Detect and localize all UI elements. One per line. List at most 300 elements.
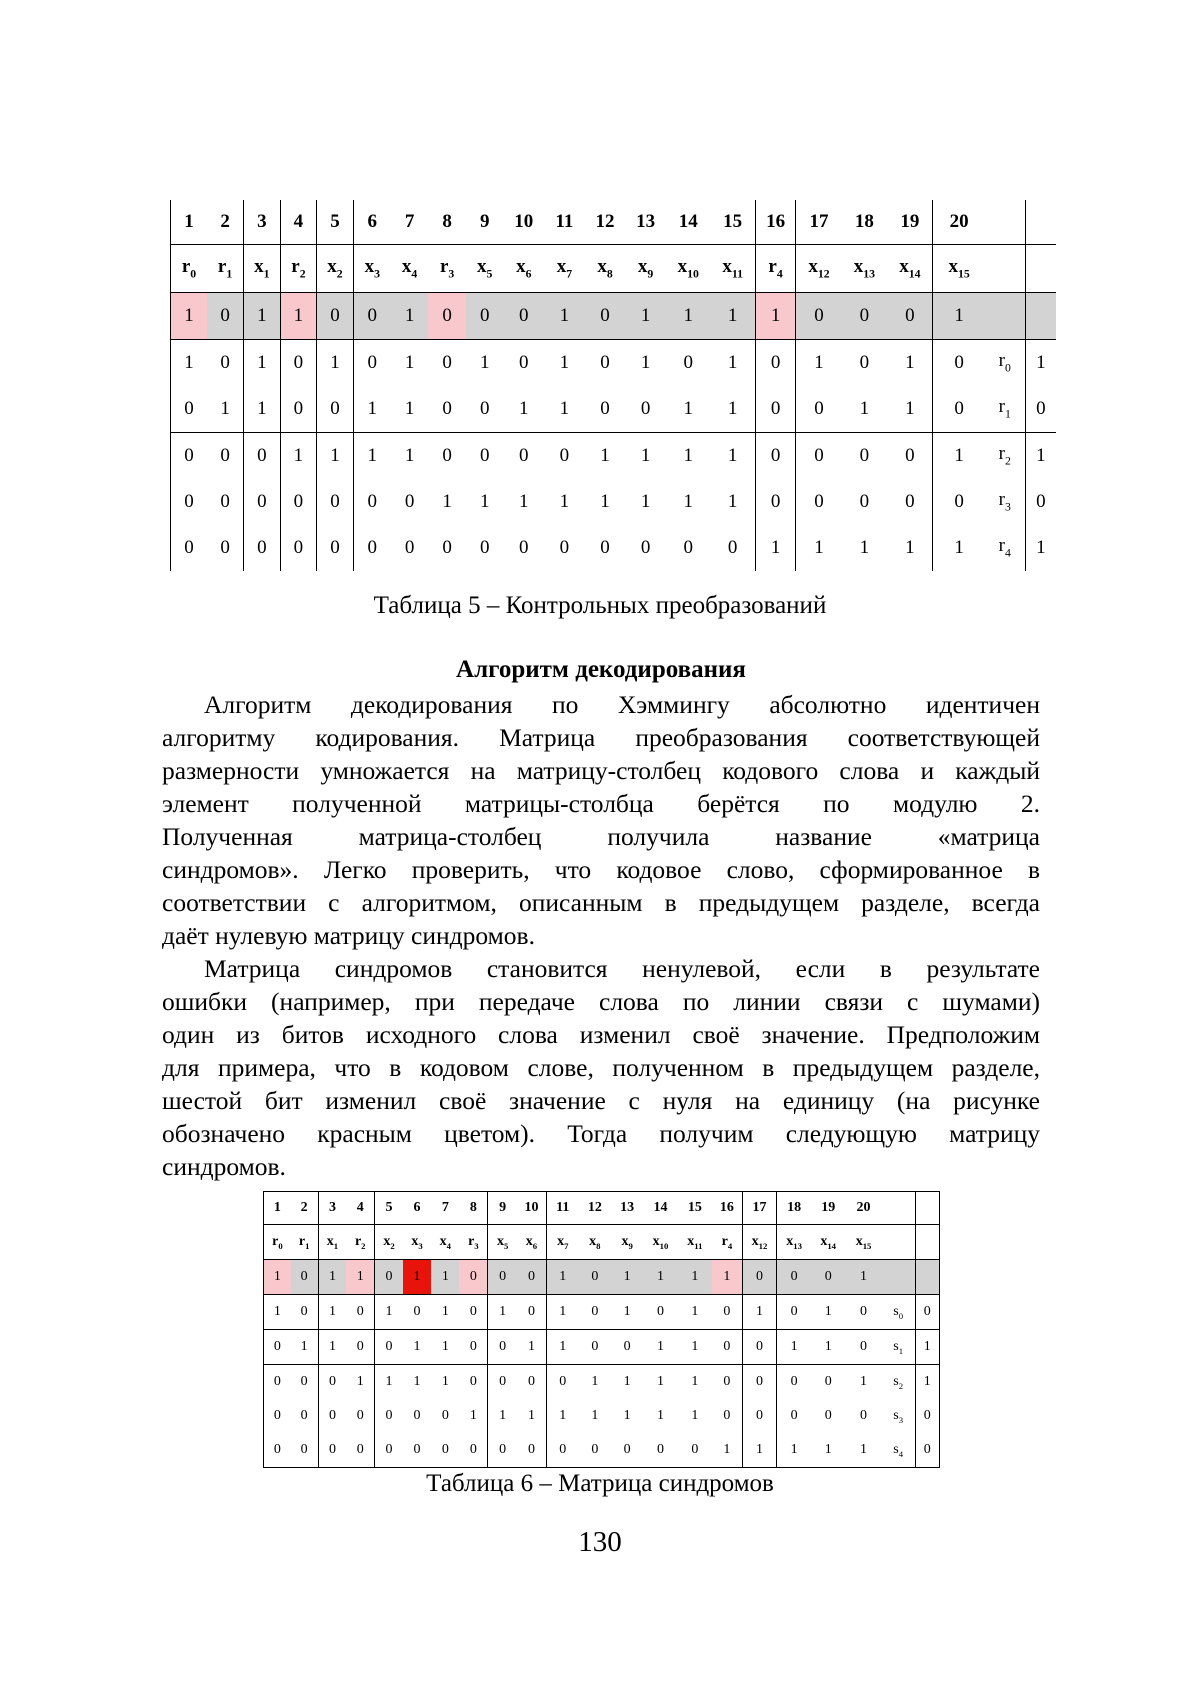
matrix-bit: 0 bbox=[546, 1433, 578, 1468]
matrix-bit: 1 bbox=[796, 340, 842, 387]
matrix-bit: 0 bbox=[640, 398, 651, 419]
code-bit: 1 bbox=[544, 293, 585, 340]
matrix-bit: 0 bbox=[220, 537, 230, 558]
matrix-bit: 0 bbox=[755, 433, 796, 480]
column-number: 11 bbox=[546, 1192, 578, 1225]
variable-label: $x_{12}$ bbox=[796, 245, 842, 293]
empty-cell bbox=[882, 1260, 915, 1295]
matrix-bit: 0 bbox=[207, 433, 244, 480]
matrix-bit: 0 bbox=[933, 386, 985, 433]
matrix-bit: 0 bbox=[666, 340, 711, 387]
matrix-bit: 0 bbox=[727, 537, 738, 558]
matrix-bit: 1 bbox=[666, 433, 711, 480]
row-value: 1 bbox=[915, 1365, 939, 1400]
row-label: $r_2$ bbox=[985, 433, 1026, 480]
column-number bbox=[985, 200, 1026, 245]
variable-label: $x_{14}$ bbox=[811, 1225, 845, 1260]
matrix-bit: 0 bbox=[712, 1295, 742, 1330]
matrix-bit: 1 bbox=[683, 398, 693, 419]
column-number: 20 bbox=[856, 1200, 871, 1215]
code-bit: 0 bbox=[517, 1260, 546, 1295]
variable-label: $x_5$ bbox=[466, 245, 504, 293]
matrix-bit: 0 bbox=[887, 433, 933, 480]
variable-label: $x_{11}$ bbox=[711, 245, 756, 293]
matrix-bit: 0 bbox=[796, 386, 842, 433]
code-bit: 0 bbox=[796, 293, 842, 340]
row-value: 0 bbox=[1025, 479, 1056, 525]
paragraph-line: для примера, что в кодовом слове, полученном в предыдущем разделе, bbox=[162, 1053, 1040, 1082]
matrix-bit: 1 bbox=[643, 1365, 677, 1400]
matrix-bit: 0 bbox=[611, 1330, 643, 1365]
column-number: 6 bbox=[413, 1200, 421, 1215]
matrix-bit: 0 bbox=[796, 433, 842, 480]
column-number: 9 bbox=[479, 211, 490, 232]
matrix-bit: 0 bbox=[459, 1330, 487, 1365]
column-number: 3 bbox=[318, 1192, 346, 1225]
matrix-bit: 1 bbox=[546, 1399, 578, 1433]
matrix-bit: 0 bbox=[264, 1365, 291, 1400]
empty-cell bbox=[915, 1225, 939, 1260]
variable-label: $r_3$ bbox=[459, 1225, 487, 1260]
matrix-bit: 0 bbox=[375, 1330, 403, 1365]
code-bit: 1 bbox=[678, 1260, 712, 1295]
matrix-bit: 0 bbox=[933, 340, 985, 387]
matrix-bit: 0 bbox=[317, 386, 354, 433]
column-number: 15 bbox=[723, 211, 743, 232]
matrix-bit: 1 bbox=[678, 1330, 712, 1365]
matrix-bit: 0 bbox=[244, 525, 281, 571]
matrix-bit: 0 bbox=[280, 340, 317, 387]
code-bit: 0 bbox=[742, 1260, 776, 1295]
matrix-bit: 0 bbox=[559, 537, 570, 558]
code-bit: 1 bbox=[171, 293, 208, 340]
code-bit: 1 bbox=[264, 1260, 291, 1295]
code-bit: 0 bbox=[428, 293, 466, 340]
matrix-bit: 0 bbox=[905, 491, 915, 512]
column-number: 12 bbox=[595, 211, 615, 232]
matrix-bit: 1 bbox=[691, 1408, 699, 1423]
matrix-bit: 0 bbox=[264, 1399, 291, 1433]
code-bit: 1 bbox=[546, 1260, 578, 1295]
matrix-bit: 0 bbox=[346, 1295, 374, 1330]
code-bit: 0 bbox=[466, 293, 504, 340]
matrix-bit: 0 bbox=[413, 1442, 421, 1457]
variable-label: $x_6$ bbox=[503, 245, 544, 293]
variable-label: $x_1$ bbox=[318, 1225, 346, 1260]
empty-cell bbox=[985, 245, 1026, 293]
paragraph-line: Полученная матрица-столбец получила название «матрица bbox=[162, 822, 1040, 851]
code-bit: 1 bbox=[403, 1260, 431, 1295]
matrix-bit: 1 bbox=[391, 340, 429, 387]
table-caption: Таблица 6 – Матрица синдромов bbox=[426, 1470, 774, 1497]
variable-label: $r_4$ bbox=[712, 1225, 742, 1260]
matrix-bit: 0 bbox=[264, 1433, 291, 1468]
matrix-row bbox=[264, 1399, 940, 1433]
matrix-bit: 0 bbox=[488, 1365, 517, 1400]
matrix-row bbox=[264, 1365, 940, 1400]
variable-label: $x_7$ bbox=[544, 245, 585, 293]
matrix-bit: 1 bbox=[742, 1433, 776, 1468]
matrix-bit: 0 bbox=[777, 1295, 811, 1330]
column-number: 18 bbox=[854, 211, 874, 232]
empty-cell bbox=[1025, 200, 1056, 245]
code-bit: 1 bbox=[845, 1260, 881, 1295]
matrix-bit: 1 bbox=[711, 340, 756, 387]
matrix-bit: 1 bbox=[431, 1330, 459, 1365]
row-label: $r_4$ bbox=[998, 535, 1011, 560]
column-number: 13 bbox=[620, 1200, 635, 1215]
matrix-bit: 0 bbox=[404, 491, 415, 512]
matrix-bit: 1 bbox=[777, 1433, 811, 1468]
matrix-bit: 0 bbox=[469, 1442, 477, 1457]
matrix-bit: 1 bbox=[291, 1330, 318, 1365]
code-bit: 0 bbox=[375, 1260, 403, 1295]
matrix-bit: 0 bbox=[585, 340, 626, 387]
matrix-bit: 0 bbox=[527, 1442, 535, 1457]
matrix-bit: 1 bbox=[905, 537, 915, 558]
empty-cell bbox=[1025, 245, 1056, 293]
variable-label: $x_{12}$ bbox=[742, 1225, 776, 1260]
variable-label: $x_4$ bbox=[431, 1225, 459, 1260]
header-row bbox=[171, 200, 1057, 245]
column-number: 12 bbox=[587, 1200, 602, 1215]
row-value: 0 bbox=[1025, 386, 1056, 433]
matrix-bit: 0 bbox=[742, 1330, 776, 1365]
matrix-bit: 1 bbox=[559, 398, 570, 419]
variable-label: $x_7$ bbox=[546, 1225, 578, 1260]
matrix-bit: 1 bbox=[859, 537, 870, 558]
matrix-bit: 0 bbox=[845, 1330, 881, 1365]
paragraph bbox=[162, 688, 1040, 952]
column-number: 5 bbox=[375, 1192, 403, 1225]
matrix-bit: 1 bbox=[711, 433, 756, 480]
code-bit: 0 bbox=[503, 293, 544, 340]
matrix-bit: 1 bbox=[469, 1408, 477, 1423]
row-label: $r_3$ bbox=[998, 489, 1011, 514]
matrix-bit: 0 bbox=[413, 1408, 421, 1423]
matrix-bit: 1 bbox=[442, 491, 452, 512]
matrix-bit: 0 bbox=[428, 433, 466, 480]
matrix-bit: 1 bbox=[611, 1295, 643, 1330]
matrix-bit: 1 bbox=[905, 398, 915, 419]
code-bit: 0 bbox=[811, 1260, 845, 1295]
matrix-bit: 1 bbox=[640, 491, 651, 512]
matrix-row bbox=[171, 386, 1057, 433]
matrix-bit: 0 bbox=[280, 386, 317, 433]
matrix-row bbox=[171, 525, 1057, 571]
variable-label: $x_8$ bbox=[585, 245, 626, 293]
matrix-bit: 0 bbox=[712, 1330, 742, 1365]
empty-cell bbox=[882, 1225, 915, 1260]
row-label: $s_2$ bbox=[882, 1365, 915, 1400]
matrix-bit: 1 bbox=[546, 1330, 578, 1365]
column-number: 5 bbox=[317, 200, 354, 245]
matrix-bit: 1 bbox=[625, 433, 666, 480]
column-number: 18 bbox=[777, 1192, 811, 1225]
variable-label: $r_1$ bbox=[291, 1225, 318, 1260]
matrix-bit: 0 bbox=[600, 537, 610, 558]
code-bit: 0 bbox=[317, 293, 354, 340]
matrix-bit: 0 bbox=[860, 1408, 868, 1423]
section-heading: Алгоритм декодирования bbox=[456, 656, 746, 683]
column-number: 16 bbox=[719, 1200, 734, 1215]
column-number: 3 bbox=[244, 200, 281, 245]
matrix-bit: 0 bbox=[441, 1408, 449, 1423]
matrix-bit: 1 bbox=[559, 491, 570, 512]
matrix-bit: 1 bbox=[859, 398, 870, 419]
matrix-bit: 1 bbox=[264, 1295, 291, 1330]
variable-label: $x_9$ bbox=[625, 245, 666, 293]
matrix-bit: 1 bbox=[431, 1365, 459, 1400]
control-transform-table bbox=[170, 200, 1056, 571]
matrix-bit: 1 bbox=[933, 433, 985, 480]
matrix-bit: 1 bbox=[317, 433, 354, 480]
matrix-row bbox=[264, 1433, 940, 1468]
matrix-bit: 1 bbox=[346, 1365, 374, 1400]
matrix-bit: 0 bbox=[755, 340, 796, 387]
code-bit: 0 bbox=[585, 293, 626, 340]
matrix-bit: 0 bbox=[488, 1330, 517, 1365]
matrix-bit: 0 bbox=[683, 537, 693, 558]
matrix-bit: 0 bbox=[777, 1365, 811, 1400]
matrix-bit: 1 bbox=[796, 525, 842, 571]
variable-label: $r_4$ bbox=[755, 245, 796, 293]
matrix-bit: 1 bbox=[623, 1408, 631, 1423]
matrix-bit: 0 bbox=[280, 479, 317, 525]
matrix-bit: 0 bbox=[356, 1408, 364, 1423]
column-number: 9 bbox=[488, 1192, 517, 1225]
matrix-bit: 0 bbox=[171, 386, 208, 433]
matrix-bit: 1 bbox=[431, 1295, 459, 1330]
matrix-bit: 0 bbox=[356, 1442, 364, 1457]
matrix-bit: 0 bbox=[755, 479, 796, 525]
variable-label: $x_{13}$ bbox=[777, 1225, 811, 1260]
paragraph-line: Матрица синдромов становится ненулевой, если в результате bbox=[204, 954, 1040, 983]
column-number: 4 bbox=[356, 1200, 364, 1215]
row-label: $s_0$ bbox=[882, 1295, 915, 1330]
variable-label: $x_{13}$ bbox=[842, 245, 888, 293]
matrix-bit: 1 bbox=[527, 1408, 535, 1423]
row-label: $r_0$ bbox=[985, 340, 1026, 387]
matrix-bit: 1 bbox=[723, 1442, 731, 1457]
matrix-bit: 0 bbox=[346, 1330, 374, 1365]
matrix-bit: 1 bbox=[488, 1295, 517, 1330]
matrix-bit: 0 bbox=[300, 1408, 308, 1423]
matrix-bit: 1 bbox=[625, 340, 666, 387]
row-value: 0 bbox=[915, 1295, 939, 1330]
matrix-bit: 1 bbox=[678, 1295, 712, 1330]
matrix-bit: 1 bbox=[466, 340, 504, 387]
matrix-bit: 0 bbox=[657, 1442, 664, 1457]
variable-label: $r_2$ bbox=[346, 1225, 374, 1260]
matrix-row bbox=[264, 1330, 940, 1365]
column-number: 11 bbox=[555, 211, 574, 232]
column-number: 16 bbox=[755, 200, 796, 245]
matrix-bit: 0 bbox=[824, 1408, 832, 1423]
matrix-bit: 0 bbox=[742, 1399, 776, 1433]
matrix-bit: 0 bbox=[291, 1365, 318, 1400]
matrix-bit: 0 bbox=[375, 1399, 403, 1433]
code-bit: 0 bbox=[842, 293, 888, 340]
variable-label: $x_3$ bbox=[353, 245, 391, 293]
page-number: 130 bbox=[578, 1526, 622, 1558]
matrix-bit: 0 bbox=[403, 1295, 431, 1330]
matrix-bit: 0 bbox=[207, 340, 244, 387]
code-bit: 1 bbox=[280, 293, 317, 340]
variable-label: $x_{14}$ bbox=[887, 245, 933, 293]
matrix-bit: 0 bbox=[503, 340, 544, 387]
paragraph-line: шестой бит изменил своё значение с нуля на единицу (на рисунке bbox=[162, 1086, 1040, 1115]
code-bit: 1 bbox=[933, 293, 985, 340]
column-number: 14 bbox=[678, 211, 698, 232]
column-number: 1 bbox=[264, 1192, 291, 1225]
variable-label: $x_{10}$ bbox=[666, 245, 711, 293]
matrix-bit: 0 bbox=[442, 398, 452, 419]
matrix-bit: 0 bbox=[171, 525, 208, 571]
matrix-bit: 0 bbox=[503, 433, 544, 480]
empty-cell bbox=[985, 293, 1026, 340]
matrix-row bbox=[171, 340, 1057, 387]
variable-label: $x_{15}$ bbox=[845, 1225, 881, 1260]
matrix-bit: 0 bbox=[353, 525, 391, 571]
matrix-bit: 0 bbox=[811, 1365, 845, 1400]
matrix-bit: 1 bbox=[811, 1295, 845, 1330]
column-number: 4 bbox=[280, 200, 317, 245]
matrix-bit: 1 bbox=[727, 398, 738, 419]
matrix-bit: 0 bbox=[519, 537, 529, 558]
matrix-bit: 0 bbox=[479, 537, 490, 558]
matrix-bit: 0 bbox=[859, 491, 870, 512]
matrix-bit: 1 bbox=[375, 1365, 403, 1400]
row-label: $s_4$ bbox=[893, 1441, 904, 1459]
matrix-bit: 1 bbox=[678, 1365, 712, 1400]
variable-label: $x_9$ bbox=[611, 1225, 643, 1260]
matrix-bit: 1 bbox=[375, 1295, 403, 1330]
matrix-bit: 1 bbox=[317, 340, 354, 387]
row-value: 1 bbox=[1025, 525, 1056, 571]
paragraph-line: обозначено красным цветом). Тогда получим следующую матрицу bbox=[162, 1119, 1040, 1148]
matrix-bit: 1 bbox=[353, 433, 391, 480]
matrix-bit: 1 bbox=[591, 1408, 599, 1423]
code-bit: 1 bbox=[755, 293, 796, 340]
code-word-row bbox=[264, 1260, 940, 1295]
matrix-bit: 0 bbox=[579, 1330, 611, 1365]
matrix-bit: 0 bbox=[777, 1399, 811, 1433]
matrix-bit: 1 bbox=[860, 1442, 868, 1457]
column-number: 15 bbox=[687, 1200, 702, 1215]
column-number: 8 bbox=[469, 1200, 477, 1215]
code-bit: 1 bbox=[625, 293, 666, 340]
matrix-bit: 1 bbox=[546, 1295, 578, 1330]
matrix-bit: 0 bbox=[317, 479, 354, 525]
variable-label: $x_{11}$ bbox=[678, 1225, 712, 1260]
variable-label: $x_2$ bbox=[375, 1225, 403, 1260]
matrix-bit: 1 bbox=[683, 491, 693, 512]
matrix-bit: 1 bbox=[244, 386, 281, 433]
variable-label: $x_6$ bbox=[517, 1225, 546, 1260]
matrix-bit: 0 bbox=[220, 491, 230, 512]
matrix-bit: 0 bbox=[579, 1295, 611, 1330]
matrix-row bbox=[171, 479, 1057, 525]
matrix-bit: 0 bbox=[300, 1442, 308, 1457]
matrix-bit: 0 bbox=[318, 1365, 346, 1400]
matrix-bit: 0 bbox=[291, 1295, 318, 1330]
row-label: $r_1$ bbox=[998, 396, 1011, 421]
variable-label: $r_0$ bbox=[171, 245, 208, 293]
matrix-bit: 1 bbox=[887, 340, 933, 387]
matrix-bit: 1 bbox=[933, 525, 985, 571]
code-bit: 1 bbox=[244, 293, 281, 340]
variables-row bbox=[264, 1225, 940, 1260]
matrix-bit: 1 bbox=[479, 491, 490, 512]
matrix-bit: 0 bbox=[623, 1442, 631, 1457]
matrix-bit: 0 bbox=[517, 1365, 546, 1400]
row-label: $s_1$ bbox=[882, 1330, 915, 1365]
matrix-bit: 1 bbox=[755, 525, 796, 571]
matrix-bit: 0 bbox=[171, 479, 208, 525]
column-number: 17 bbox=[796, 200, 842, 245]
paragraph-line: ошибки (например, при передаче слова по линии связи с шумами) bbox=[162, 987, 1040, 1016]
variables-row bbox=[171, 245, 1057, 293]
matrix-bit: 1 bbox=[517, 1330, 546, 1365]
matrix-bit: 1 bbox=[600, 491, 610, 512]
matrix-bit: 1 bbox=[777, 1330, 811, 1365]
matrix-bit: 0 bbox=[428, 340, 466, 387]
matrix-bit: 1 bbox=[611, 1365, 643, 1400]
matrix-bit: 0 bbox=[466, 433, 504, 480]
column-number: 2 bbox=[300, 1200, 308, 1215]
code-bit: 1 bbox=[391, 293, 429, 340]
paragraph-line: соответствии с алгоритмом, описанным в предыдущем разделе, всегда bbox=[162, 888, 1040, 917]
column-number: 17 bbox=[742, 1192, 776, 1225]
matrix-bit: 1 bbox=[742, 1295, 776, 1330]
matrix-bit: 0 bbox=[404, 537, 415, 558]
matrix-bit: 1 bbox=[353, 386, 391, 433]
empty-cell bbox=[915, 1192, 939, 1225]
matrix-bit: 0 bbox=[375, 1433, 403, 1468]
matrix-bit: 0 bbox=[600, 398, 610, 419]
empty-cell bbox=[1025, 293, 1056, 340]
column-number: 20 bbox=[933, 200, 985, 245]
code-bit: 1 bbox=[611, 1260, 643, 1295]
matrix-bit: 0 bbox=[442, 537, 452, 558]
variable-label: $r_3$ bbox=[428, 245, 466, 293]
row-value: 1 bbox=[915, 1330, 939, 1365]
column-number: 8 bbox=[442, 211, 452, 232]
matrix-bit: 1 bbox=[657, 1408, 664, 1423]
matrix-bit: 0 bbox=[171, 433, 208, 480]
code-word-row bbox=[171, 293, 1057, 340]
code-bit: 1 bbox=[666, 293, 711, 340]
matrix-bit: 0 bbox=[796, 479, 842, 525]
code-bit: 1 bbox=[712, 1260, 742, 1295]
matrix-bit: 0 bbox=[459, 1295, 487, 1330]
variable-label: $x_8$ bbox=[579, 1225, 611, 1260]
variable-label: $x_2$ bbox=[317, 245, 354, 293]
syndrome-matrix-table bbox=[263, 1191, 940, 1468]
code-bit: 0 bbox=[459, 1260, 487, 1295]
matrix-bit: 0 bbox=[517, 1295, 546, 1330]
matrix-bit: 1 bbox=[824, 1442, 832, 1457]
variable-label: $r_0$ bbox=[264, 1225, 291, 1260]
matrix-bit: 0 bbox=[640, 537, 651, 558]
matrix-bit: 1 bbox=[579, 1365, 611, 1400]
variable-label: $x_5$ bbox=[488, 1225, 517, 1260]
matrix-bit: 1 bbox=[318, 1330, 346, 1365]
matrix-bit: 1 bbox=[643, 1330, 677, 1365]
table-caption: Таблица 5 – Контрольных преобразований bbox=[373, 592, 827, 619]
paragraph-line: даёт нулевую матрицу синдромов. bbox=[162, 921, 535, 950]
